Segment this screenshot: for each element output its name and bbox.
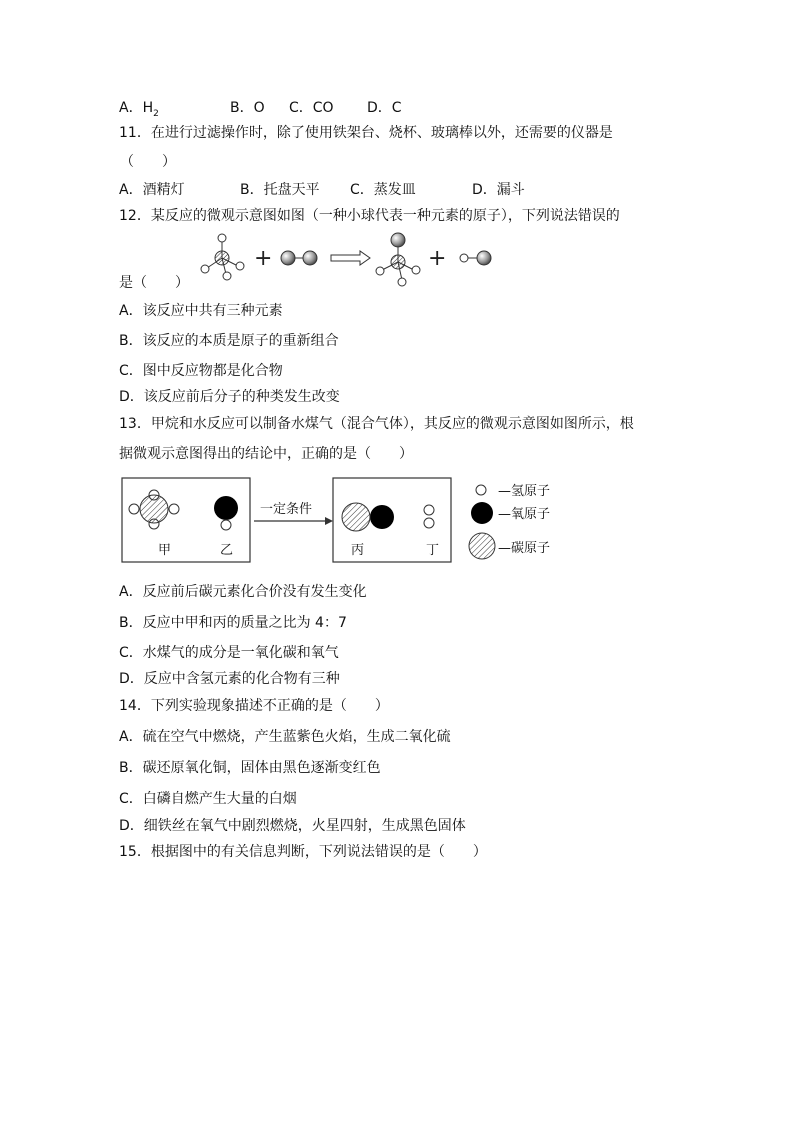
q13-option-c: C．水煤气的成分是一氧化碳和氧气 (119, 645, 339, 661)
q12-reactant-molecule-2 (281, 251, 317, 265)
q13-option-a: A．反应前后碳元素化合价没有发生变化 (119, 584, 367, 600)
q11-option-c: C．蒸发皿 (350, 182, 416, 198)
q11-blank: （ ） (120, 154, 176, 170)
q11-option-b: B．托盘天平 (240, 182, 320, 198)
q11-option-a: A．酒精灯 (119, 182, 185, 198)
q11-stem: 11．在进行过滤操作时，除了使用铁架台、烧杯、玻璃棒以外，还需要的仪器是 (119, 125, 613, 141)
q12-product-molecule-2 (460, 251, 491, 265)
q12-plus-2: + (428, 246, 447, 271)
q15-stem: 15．根据图中的有关信息判断，下列说法错误的是（ ） (119, 844, 487, 860)
q12-plus-1: + (254, 246, 273, 271)
q13-label-yi: 乙 (220, 543, 234, 558)
q14-option-a: A．硫在空气中燃烧，产生蓝紫色火焰，生成二氧化硫 (119, 729, 451, 745)
q13-legend-carbon-icon (469, 533, 495, 559)
q13-legend-hydrogen-icon (476, 485, 486, 495)
q12-option-d: D．该反应前后分子的种类发生改变 (119, 389, 340, 405)
q10-option-c: C．CO (289, 100, 334, 116)
q12-stem: 12．某反应的微观示意图如图（一种小球代表一种元素的原子），下列说法错误的 (119, 208, 620, 224)
q13-stem-continued: 据微观示意图得出的结论中，正确的是（ ） (119, 446, 413, 462)
q13-legend-hydrogen: —氢原子 (498, 484, 551, 499)
q13-legend (469, 484, 550, 559)
q13-label-bing: 丙 (351, 543, 365, 558)
q14-option-c: C．白磷自燃产生大量的白烟 (119, 791, 297, 807)
q13-legend-oxygen-icon (471, 502, 493, 524)
q13-option-b: B．反应中甲和丙的质量之比为 4：7 (119, 615, 347, 631)
q13-label-jia: 甲 (158, 543, 172, 558)
q12-reactant-molecule-1 (201, 234, 244, 280)
q12-option-b: B．该反应的本质是原子的重新组合 (119, 333, 339, 349)
q13-reaction-diagram (120, 475, 580, 565)
q12-reaction-arrow (331, 251, 370, 265)
q13-label-ding: 丁 (426, 543, 440, 558)
q13-stem: 13．甲烷和水反应可以制备水煤气（混合气体），其反应的微观示意图如图所示，根 (119, 416, 634, 432)
q13-condition-label: 一定条件 (260, 502, 313, 517)
q10-option-a-subscript: 2 (153, 108, 159, 119)
q14-stem: 14．下列实验现象描述不正确的是（ ） (119, 698, 389, 714)
q12-reaction-diagram (190, 228, 510, 288)
q13-arrow-head (325, 517, 333, 525)
q13-legend-oxygen: —氧原子 (498, 507, 551, 522)
q14-option-b: B．碳还原氧化铜，固体由黑色逐渐变红色 (119, 760, 381, 776)
q12-stem-continued: 是（ ） (119, 275, 189, 291)
q10-option-d: D．C (367, 100, 402, 116)
q10-option-a (119, 99, 159, 123)
q13-legend-carbon: —碳原子 (498, 541, 551, 556)
q11-option-d: D．漏斗 (472, 182, 525, 198)
q13-option-d: D．反应中含氢元素的化合物有三种 (119, 671, 340, 687)
q10-option-b: B．O (230, 100, 265, 116)
q14-option-d: D．细铁丝在氧气中剧烈燃烧，火星四射，生成黑色固体 (119, 818, 466, 834)
q10-option-a-text: A．H (119, 100, 154, 116)
q12-option-a: A．该反应中共有三种元素 (119, 303, 283, 319)
q12-product-molecule-1 (376, 233, 420, 286)
q12-option-c: C．图中反应物都是化合物 (119, 363, 283, 379)
